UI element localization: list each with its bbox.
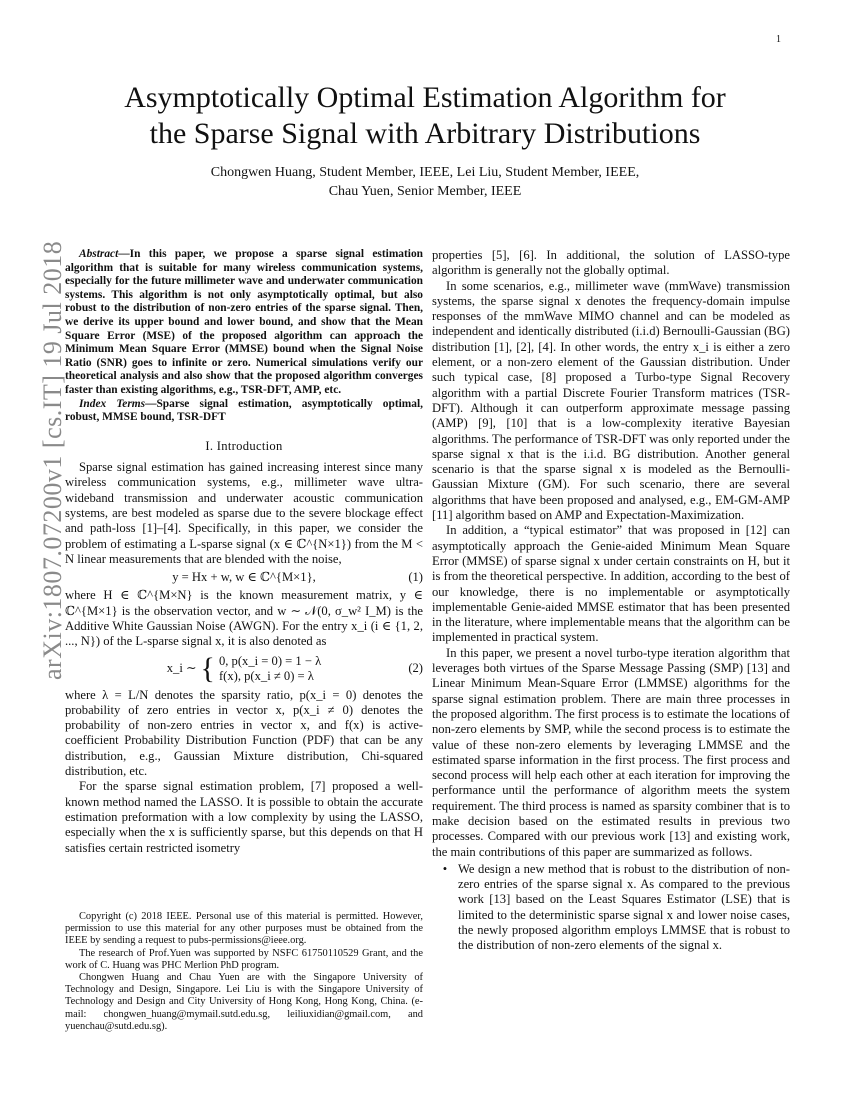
equation-2-case-2: f(x), p(x_i ≠ 0) = λ xyxy=(218,668,314,683)
right-paragraph-3: In addition, a “typical estimator” that was proposed in [12] can asymptotically approach the Genie-aided Minimum Mean Square Error (MMSE) of sparse signal x under certain constraints on H, but it is from the theoretical perspective. In addition, according to the best of our knowledge, there is no implementable or asymptotically implementable Genie-aided MMSE estimator that has been presented in the literature, where implementable means that the algorithm can be implemented in practical system. xyxy=(432,523,790,645)
footnotes xyxy=(65,911,423,1033)
bullet-dot-icon: • xyxy=(442,861,448,876)
equation-1 xyxy=(65,570,423,585)
intro-paragraph-1: Sparse signal estimation has gained increasing interest since many wireless communication systems, e.g., millimeter wave ultra-wideband transmission and underwater acoustic communication systems, are best modeled as sparse due to the severe blockage effect and path-loss [1]–[4]. Specifically, in this paper, we consider the problem of estimating a L-sparse signal (x ∈ ℂ^{N×1}) from the M < N linear measurements that are blended with the noise, xyxy=(65,460,423,566)
page-number: 1 xyxy=(776,34,781,45)
left-column xyxy=(65,248,423,856)
brace-symbol: { xyxy=(200,651,215,685)
author-list xyxy=(100,163,750,201)
section-heading-introduction: I. Introduction xyxy=(205,438,283,453)
equation-2-case-1: 0, p(x_i = 0) = 1 − λ xyxy=(218,653,322,668)
equation-2-number: (2) xyxy=(408,660,423,675)
authors-line-2: Chau Yuen, Senior Member, IEEE xyxy=(328,184,522,199)
index-terms-label: Index Terms xyxy=(79,397,146,410)
abstract xyxy=(65,248,423,398)
authors-line-1: Chongwen Huang, Student Member, IEEE, Lei Liu, Student Member, IEEE, xyxy=(210,165,640,180)
arxiv-identifier: arXiv:1807.07200v1 [cs.IT] 19 Jul 2018 xyxy=(38,240,67,680)
equation-1-number: (1) xyxy=(408,570,423,585)
intro-paragraph-4: For the sparse signal estimation problem, [7] proposed a well-known method named the LASSO. It is possible to obtain the accurate estimation preformation with a low complexity by using the LASSO, especially when the x is sufficiently sparse, but this depends on that H satisfies certain restricted isometry xyxy=(65,779,423,855)
abstract-label: Abstract xyxy=(79,248,119,260)
intro-paragraph-3: where λ = L/N denotes the sparsity ratio, p(x_i = 0) denotes the probability of zero entries in vector x, p(x_i ≠ 0) denotes the probability of non-zero entries in vector x, and f(x) is active-coefficient Probability Distribution Function (PDF) that can be any distribution, e.g., Gaussian Mixture distribution, Chi-squared distribution, etc. xyxy=(65,687,423,779)
contribution-bullet-1 xyxy=(432,862,790,954)
equation-2-lhs: x_i ∼ xyxy=(166,660,197,675)
index-terms xyxy=(65,398,423,425)
title-line-2: the Sparse Signal with Arbitrary Distributions xyxy=(149,117,701,150)
equation-1-body: y = Hx + w, w ∈ ℂ^{M×1}, xyxy=(172,570,316,585)
right-paragraph-4: In this paper, we present a novel turbo-type iteration algorithm that leverages both virtues of the Sparse Message Passing (SMP) [13] and Linear Minimum Mean-Square Error (LMMSE) algorithms for the sparse signal estimation problem. There are main three processes in the proposed algorithm. The first process is to estimate the locations of non-zero elements by SMP, while the second process is to estimate the value of these non-zero elements by leveraging LMMSE and the estimated sparse information in the first process. The first process and second process will help each other at each iteration for improving the performance until the performance of algorithm meets the system requirement. The third process is named as sparsity combiner that is to make decision based on the estimated results in previous two processes. Compared with our previous work [13] and existing work, the main contributions of this paper are summarized as follows. xyxy=(432,645,790,859)
index-terms-text: —Sparse signal estimation, asymptotically optimal, robust, MMSE bound, TSR-DFT xyxy=(65,397,423,424)
footnote-affiliations: Chongwen Huang and Chau Yuen are with the Singapore University of Technology and Design, Singapore. Lei Liu is with the Singapore University of Technology and Design and City University of Hong Kong, Hong Kong, China. (e-mail: chongwen_huang@mymail.sutd.edu.sg, leiliuxidian@gmail.com, and yuenchau@sutd.edu.sg). xyxy=(65,972,423,1032)
equation-2 xyxy=(65,653,423,685)
abstract-text: —In this paper, we propose a sparse signal estimation algorithm that is suitable for many wireless communication systems, especially for the future millimeter wave and underwater communication systems. This algorithm is not only asymptotically optimal, but also robust to the distribution of non-zero entries of the sparse signal. Then, we derive its upper bound and lower bound, and show that the Mean Square Error (MSE) of the proposed algorithm can approach the Minimum Mean Square Error (MMSE) bound when the Signal Noise Ratio (SNR) goes to infinite or zero. Numerical simulations verify our theoretical analysis and also show that the proposed algorithm converges faster than existing algorithms, e.g., TSR-DFT, AMP, etc. xyxy=(65,248,423,396)
footnote-funding: The research of Prof.Yuen was supported by NSFC 61750110529 Grant, and the work of C. Huang was PHC Merlion PhD program. xyxy=(65,947,423,971)
title-line-1: Asymptotically Optimal Estimation Algorithm for xyxy=(124,81,726,114)
contribution-bullet-1-text: We design a new method that is robust to the distribution of non-zero entries of the sparse signal x. As compared to the previous work [13] based on the Least Squares Estimator (LSE) that is limited to the deterministic sparse signal x and lower noise cases, the newly proposed algorithm employs LMMSE that is robust to the distribution of non-zero elements of the signal x. xyxy=(458,861,790,953)
paper-title xyxy=(60,80,790,152)
right-column xyxy=(432,248,790,954)
right-paragraph-2: In some scenarios, e.g., millimeter wave (mmWave) transmission systems, the sparse signal x denotes the frequency-domain impulse responses of the mmWave MIMO channel and can be modeled as independent and identically distributed (i.i.d) Bernoulli-Gaussian (BG) distribution [1], [2], [4]. In other words, the entry x_i is either a zero element, or a non-zero element of the Gaussian distribution. Under such typical case, [8] proposed a Turbo-type Signal Recovery algorithm with a partial Discrete Fourier Transform matrices (TSR-DFT). Although it can outperform approximate message passing (AMP) [9], [10] that is a low-complexity iterative Bayesian algorithms. The performance of TSR-DFT was only reported under the sparse signal x that is the i.i.d. BG distribution. Another general scenario is that the sparse signal x is modeled as the Bernoulli-Gaussian Mixture (GM). For such scenario, there are several algorithms that have been proposed and analysed, e.g., EM-GM-AMP [11] algorithm based on AMP and Expectation-Maximization. xyxy=(432,278,790,523)
right-paragraph-1: properties [5], [6]. In additional, the solution of LASSO-type algorithm is generally not the globally optimal. xyxy=(432,248,790,278)
intro-paragraph-2: where H ∈ ℂ^{M×N} is the known measurement matrix, y ∈ ℂ^{M×1} is the observation vector, and w ∼ 𝒩(0, σ_w² I_M) is the Additive White Gaussian Noise (AWGN). For the entry x_i (i ∈ {1, 2, ..., N}) of the L-sparse signal x, it is also denoted as xyxy=(65,588,423,649)
footnote-copyright: Copyright (c) 2018 IEEE. Personal use of this material is permitted. However, permission to use this material for any other purposes must be obtained from the IEEE by sending a request to pubs-permissions@ieee.org. xyxy=(65,911,423,947)
